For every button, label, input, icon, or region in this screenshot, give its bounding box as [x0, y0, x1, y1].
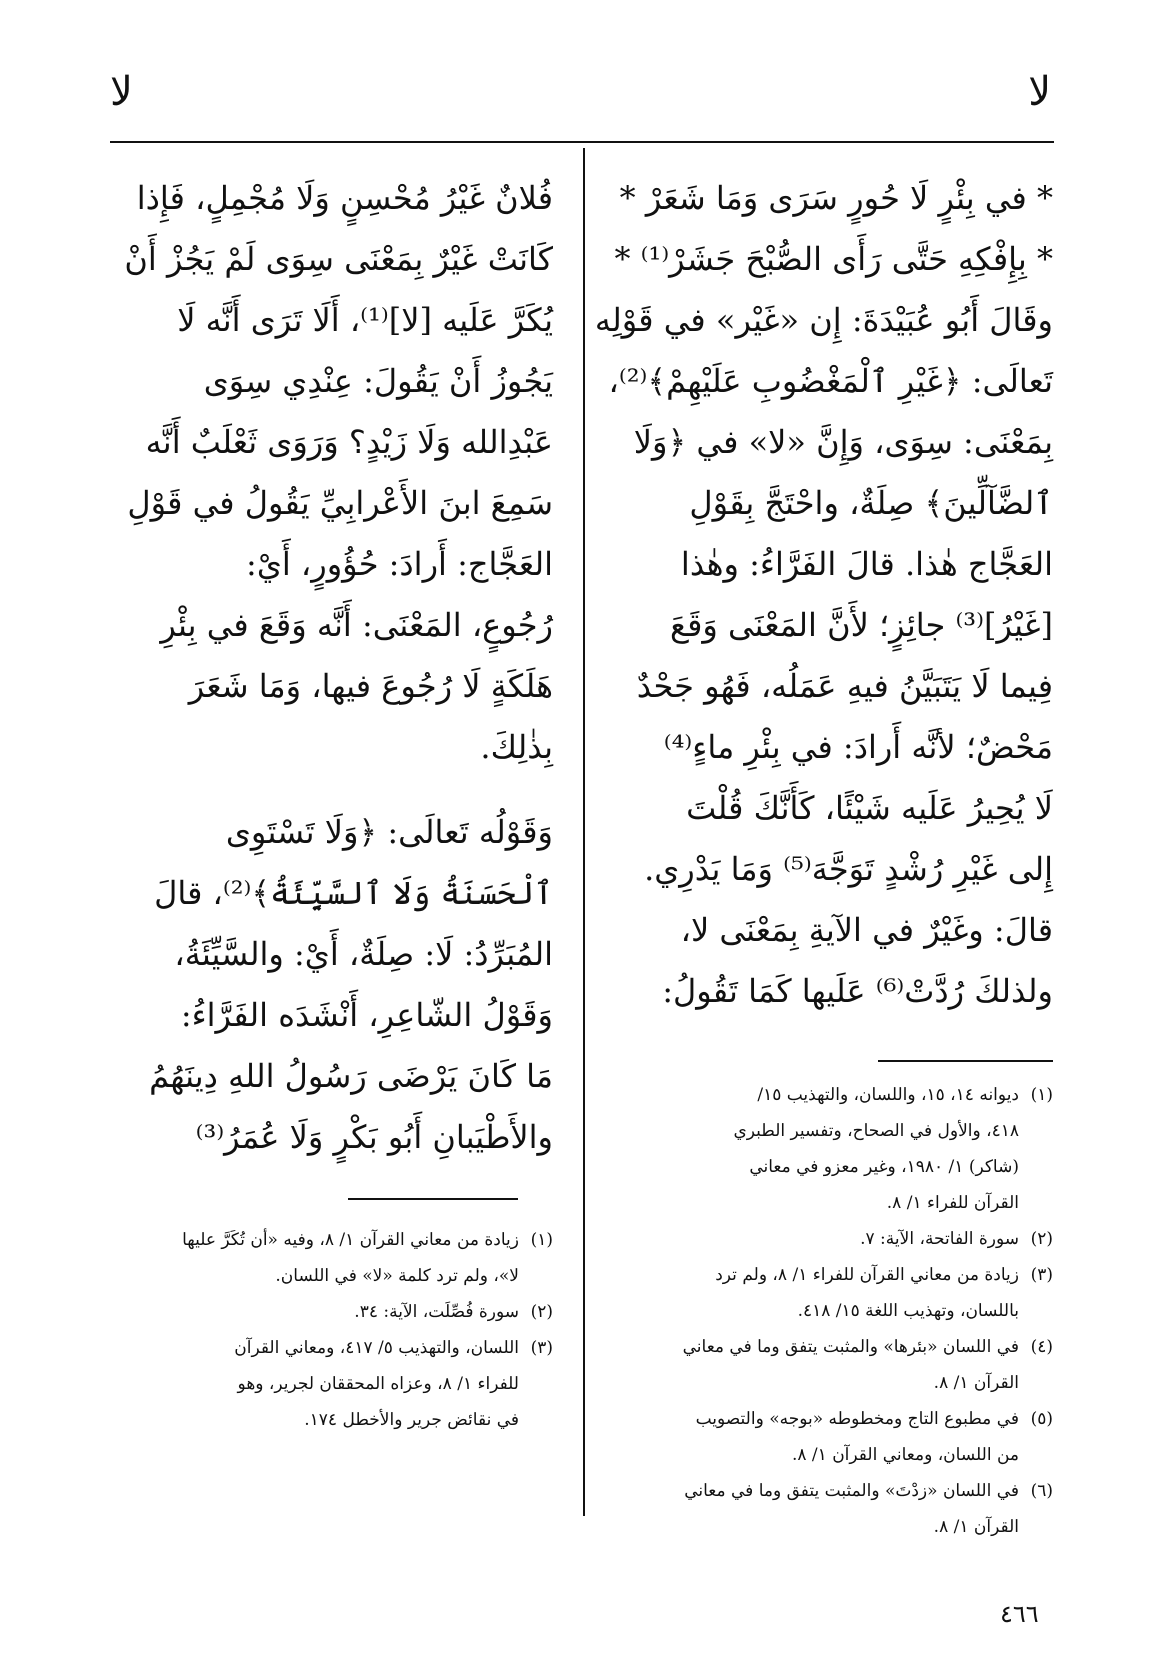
- body-line: إِلى غَيْرِ رُشْدٍ تَوَجَّهَ⁽⁵⁾ وَمَا يَدْرِي.: [644, 850, 1053, 888]
- body-line: بِذٰلِكَ.: [480, 728, 553, 766]
- right-column: [594, 168, 1053, 1022]
- body-line: * في بِئْرٍ لَا حُورٍ سَرَى وَمَا شَعَرْ *: [619, 179, 1053, 217]
- footnote-continuation: من اللسان، ومعاني القرآن ١/ ٨.: [791, 1445, 1019, 1465]
- footnote-number: (١): [1030, 1085, 1053, 1105]
- body-line: وَقَوْلُه تَعالَى: ﴿وَلَا تَسْتَوِى: [225, 813, 553, 851]
- body-line: فِيما لَا يَتَبَيَّنُ فيهِ عَمَلُه، فَهُو جَحْدٌ: [636, 667, 1053, 705]
- footnotes-right: [615, 1077, 1053, 1545]
- footnote: [615, 1329, 1053, 1365]
- body-line: * بِإِفْكِهِ حَتَّى رَأَى الصُّبْحَ جَشَرْ⁽¹⁾ *: [614, 240, 1053, 278]
- footnote: [615, 1473, 1053, 1509]
- footnote-number: (٥): [1030, 1409, 1053, 1429]
- footnote: [615, 1257, 1053, 1293]
- body-line: مَحْضٌ؛ لأنَّه أَرادَ: في بِئْرِ ماءٍ⁽⁴⁾: [663, 728, 1053, 766]
- body-line: رُجُوعٍ، المَعْنَى: أَنَّه وَقَعَ في بِئْرِ: [160, 606, 553, 644]
- body-line: كَانَتْ غَيْرٌ بِمَعْنَى سِوَى لَمْ يَجُزْ أَنْ: [124, 240, 553, 278]
- footnote-text: سورة الفاتحة، الآية: ٧.: [860, 1229, 1019, 1249]
- body-line: العَجَّاج: أَرادَ: حُؤُورٍ، أَيْ:: [246, 545, 553, 583]
- footnote-continuation: القرآن ١/ ٨.: [933, 1517, 1019, 1537]
- body-line: [غَيْرُ]⁽³⁾ جائِزٍ؛ لأَنَّ المَعْنَى وَقَعَ: [670, 606, 1053, 644]
- footnote-text: سورة فُصِّلَت، الآية: ٣٤.: [354, 1302, 519, 1322]
- footnote-continuation: للفراء ١/ ٨، وعزاه المحققان لجرير، وهو: [237, 1374, 519, 1394]
- footnote-rule-right: [878, 1060, 1053, 1062]
- footnotes-left: [115, 1222, 553, 1438]
- body-line: يَجُوزُ أَنْ يَقُولَ: عِنْدِي سِوَى: [203, 362, 553, 400]
- footnote: [115, 1222, 553, 1258]
- header-rule: [110, 141, 1054, 143]
- footnote-number: (٦): [1030, 1481, 1053, 1501]
- footnote-text: زيادة من معاني القرآن ١/ ٨، وفيه «أن تُكَرَّ عليها: [182, 1230, 519, 1250]
- column-divider: [583, 148, 585, 1516]
- page-number: ٤٦٦: [1000, 1600, 1039, 1628]
- body-line: هَلَكَةٍ لَا رُجُوعَ فيها، وَمَا شَعَرَ: [188, 667, 553, 705]
- footnote-continuation: القرآن ١/ ٨.: [933, 1373, 1019, 1393]
- body-line: وقَالَ أَبُو عُبَيْدَةَ: إِن «غَيْر» في قَوْلِه: [594, 301, 1053, 339]
- body-line: ٱلْحَسَنَةُ وَلَا ٱلسَّيِّئَةُ﴾⁽²⁾، قالَ: [154, 874, 553, 912]
- footnote-continuation: القرآن للفراء ١/ ٨.: [886, 1193, 1019, 1213]
- verse-line: مَا كَانَ يَرْضَى رَسُولُ اللهِ دِينَهُمُ: [149, 1057, 553, 1095]
- body-line: سَمِعَ ابنَ الأَعْرابِيِّ يَقُولُ في قَوْلِ: [127, 484, 553, 522]
- footnote-number: (٣): [1030, 1265, 1053, 1285]
- footnote-rule-left: [348, 1198, 518, 1200]
- body-line: قالَ: وغَيْرٌ في الآيةِ بِمَعْنَى لا،: [680, 911, 1053, 949]
- footnote-text: في اللسان «زدْتَ» والمثبت يتفق وما في معاني: [684, 1481, 1019, 1501]
- body-line: بِمَعْنَى: سِوَى، وَإِنَّ «لا» في ﴿وَلَا: [633, 423, 1053, 461]
- body-line: عَبْدِالله وَلَا زَيْدٍ؟ وَرَوَى ثَعْلَبٌ أَنَّه: [145, 423, 553, 461]
- footnote-continuation: (شاكر) ١/ ١٩٨٠، وغير معزو في معاني: [749, 1157, 1019, 1177]
- body-line: ولذلكَ رُدَّتْ⁽⁶⁾ عَلَيها كَمَا تَقُولُ:: [662, 972, 1053, 1010]
- footnote-number: (٢): [530, 1302, 553, 1322]
- footnote: [115, 1330, 553, 1366]
- left-column: [115, 168, 553, 1168]
- body-line: تَعالَى: ﴿غَيْرِ ٱلْمَغْضُوبِ عَلَيْهِمْ﴾⁽²⁾،: [608, 362, 1053, 400]
- footnote-number: (٣): [530, 1338, 553, 1358]
- footnote-text: اللسان، والتهذيب ٥/ ٤١٧، ومعاني القرآن: [234, 1338, 519, 1358]
- body-line: العَجَّاج هٰذا. قالَ الفَرَّاءُ: وهٰذا: [680, 545, 1053, 583]
- footnote-continuation: ٤١٨، والأول في الصحاح، وتفسير الطبري: [733, 1121, 1019, 1141]
- body-line: المُبَرِّدُ: لَا: صِلَةٌ، أَيْ: والسَّيِّئَةُ،: [174, 935, 553, 973]
- footnote-number: (١): [530, 1230, 553, 1250]
- footnote-text: ديوانه ١٤، ١٥، واللسان، والتهذيب ١٥/: [757, 1085, 1019, 1105]
- footnote-text: زيادة من معاني القرآن للفراء ١/ ٨، ولم ترد: [715, 1265, 1019, 1285]
- running-title-left: لا: [110, 69, 133, 115]
- body-line: وَقَوْلُ الشّاعِرِ، أَنْشَدَه الفَرَّاءُ:: [180, 996, 553, 1034]
- verse-line: والأَطْيَبانِ أَبُو بَكْرٍ وَلَا عُمَرُ⁽³⁾: [195, 1118, 553, 1156]
- footnote: [615, 1401, 1053, 1437]
- body-line: لَا يُحِيرُ عَلَيه شَيْئًا، كَأَنَّكَ قُلْتَ: [686, 789, 1053, 827]
- footnote: [115, 1294, 553, 1330]
- footnote-text: في مطبوع التاج ومخطوطه «بوجه» والتصويب: [695, 1409, 1019, 1429]
- footnote-text: في اللسان «بئرها» والمثبت يتفق وما في معاني: [682, 1337, 1019, 1357]
- footnote-continuation: باللسان، وتهذيب اللغة ١٥/ ٤١٨.: [797, 1301, 1019, 1321]
- footnote-number: (٢): [1030, 1229, 1053, 1249]
- footnote: [615, 1221, 1053, 1257]
- footnote-continuation: لا»، ولم ترد كلمة «لا» في اللسان.: [275, 1266, 519, 1286]
- body-line: فُلانٌ غَيْرُ مُحْسِنٍ وَلَا مُجْمِلٍ، فَإِذا: [136, 179, 553, 217]
- footnote: [615, 1077, 1053, 1113]
- body-line: يُكَرَّ عَلَيه [لا]⁽¹⁾، أَلَا تَرَى أَنَّه لَا: [177, 301, 553, 339]
- running-title-right: لا: [1028, 69, 1051, 115]
- body-line: ٱلضَّآلِّينَ﴾ صِلَةٌ، واحْتَجَّ بِقَوْلِ: [689, 484, 1053, 522]
- footnote-continuation: في نقائض جرير والأخطل ١٧٤.: [304, 1410, 519, 1430]
- footnote-number: (٤): [1030, 1337, 1053, 1357]
